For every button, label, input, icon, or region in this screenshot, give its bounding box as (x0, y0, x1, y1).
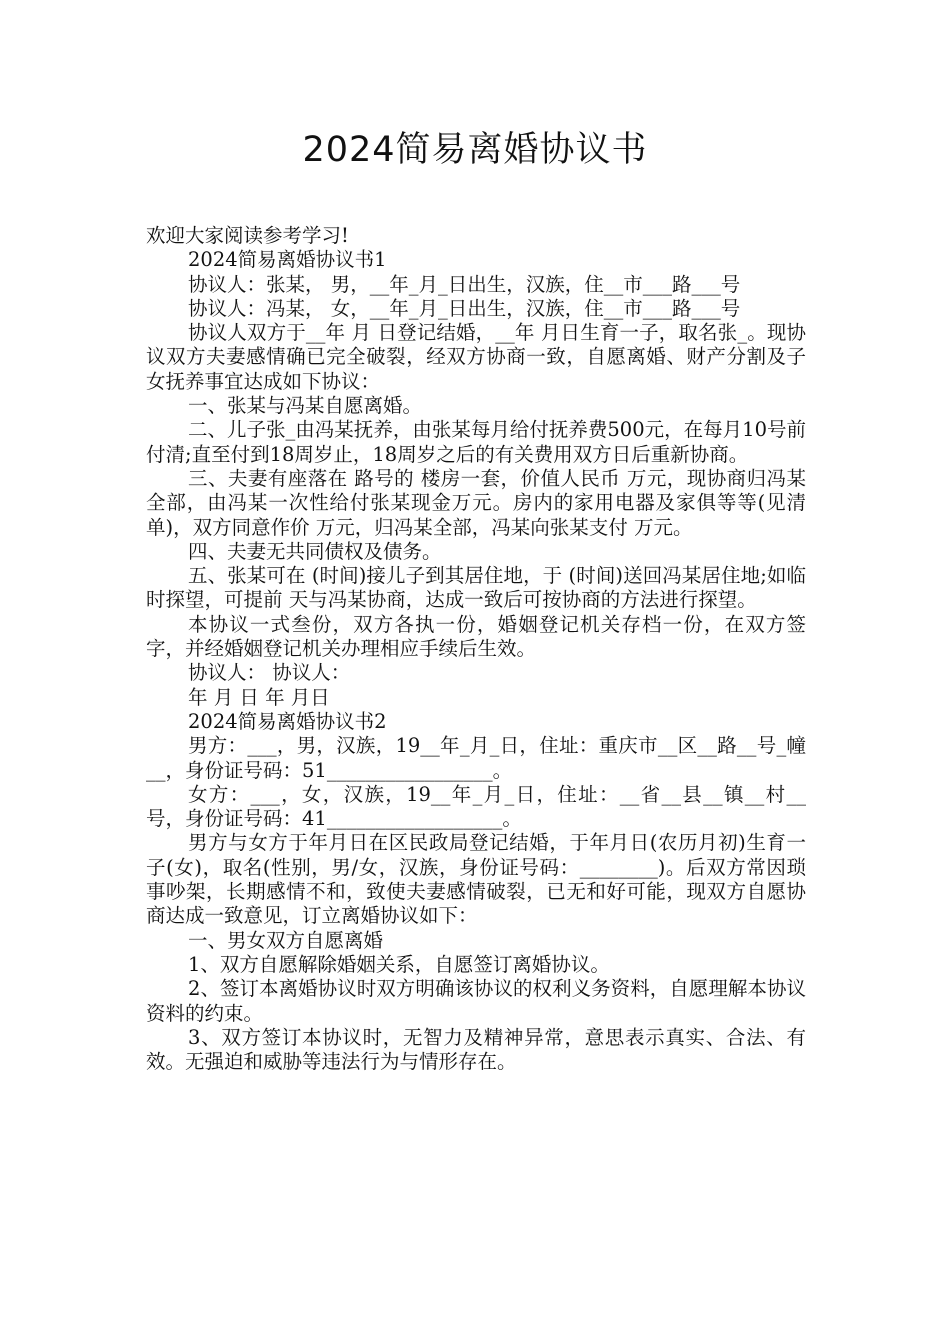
clause-heading: 一、男女双方自愿离婚 (188, 928, 384, 952)
party-paragraph: 协议人：冯某， 女，__年_月_日出生，汉族，住__市___路___号 (188, 296, 741, 320)
clause-paragraph: 3、双方签订本协议时，无智力及精神异常，意思表示真实、合法、有效。无强迫和威胁等违法行为与情形存在。 (146, 1025, 806, 1074)
document-body (146, 224, 806, 1074)
party-paragraph: 女方：___，女，汉族，19__年_月_日，住址：__省__县__镇__村__号，身份证号码：41__________________。 (146, 782, 806, 831)
intro-line: 欢迎大家阅读参考学习! (146, 224, 349, 247)
clause-paragraph: 一、张某与冯某自愿离婚。 (188, 394, 423, 418)
date-line: 年 月 日 年 月日 (188, 685, 330, 709)
clause-paragraph: 二、儿子张_由冯某抚养，由张某每月给付抚养费500元，在每月10号前付清;直至付到18周岁止，18周岁之后的有关费用双方日后重新协商。 (146, 418, 806, 466)
section-heading-2: 2024简易离婚协议书2 (188, 709, 387, 733)
clause-paragraph: 五、张某可在 (时间)接儿子到其居住地，于 (时间)送回冯某居住地;如临时探望，可提前 天与冯某协商，达成一致后可按协商的方法进行探望。 (146, 564, 806, 612)
party-paragraph: 男方：___，男，汉族，19__年_月_日，住址：重庆市__区__路__号_幢__，身份证号码：51_________________。 (146, 734, 806, 782)
clause-paragraph: 三、夫妻有座落在 路号的 楼房一套，价值人民币 万元，现协商归冯某全部，由冯某一次性给付张某现金万元。房内的家用电器及家俱等等(见清单)，双方同意作价 万元，归冯某全部，冯某向张某支付 万元。 (146, 466, 806, 539)
section-heading-1: 2024简易离婚协议书1 (188, 248, 387, 272)
clause-paragraph: 四、夫妻无共同债权及债务。 (188, 539, 442, 563)
signature-line: 协议人： 协议人： (188, 661, 351, 685)
body-paragraph: 协议人双方于__年 月 日登记结婚，__年 月日生育一子，取名张_。现协议双方夫妻感情确已完全破裂，经双方协商一致，自愿离婚、财产分割及子女抚养事宜达成如下协议： (146, 321, 806, 393)
document-title: 2024简易离婚协议书 (302, 130, 648, 170)
party-paragraph: 协议人：张某， 男，__年_月_日出生，汉族，住__市___路___号 (188, 272, 741, 296)
body-paragraph: 男方与女方于年月日在区民政局登记结婚，于年月日(农历月初)生育一子(女)，取名(性别，男/女，汉族，身份证号码：________)。后双方常因琐事吵架，长期感情不和，致使夫妻感情破裂，已无和好可能，现双方自愿协商达成一致意见，订立离婚协议如下： (146, 831, 806, 928)
body-paragraph: 本协议一式叁份，双方各执一份，婚姻登记机关存档一份，在双方签字，并经婚姻登记机关办理相应手续后生效。 (146, 612, 806, 661)
clause-paragraph: 1、双方自愿解除婚姻关系，自愿签订离婚协议。 (188, 952, 610, 976)
clause-paragraph: 2、签订本离婚协议时双方明确该协议的权利义务资料，自愿理解本协议资料的约束。 (146, 977, 806, 1025)
